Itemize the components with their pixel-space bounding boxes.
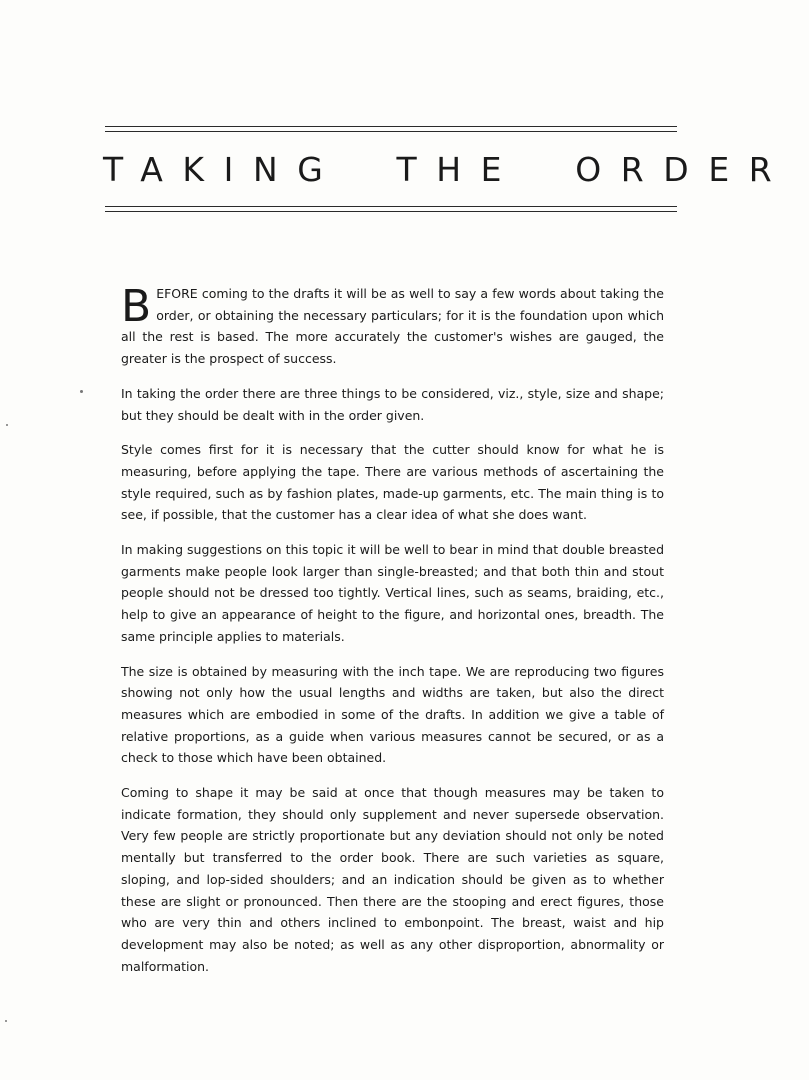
paragraph-size: The size is obtained by measuring with the inch tape. We are reproducing two figures showing not only how the usual lengths and widths are taken, but also the direct measures which are embodied in some of the drafts. In addition we give a table of relative proportions, as a guide when various measures cannot be secured, or as a check to those which have been obtained.: [121, 663, 664, 766]
divider-line: [105, 131, 677, 132]
paragraph-order-considerations: In taking the order there are three things to be considered, viz., style, size and shape; but they should be dealt with in the order given.: [121, 385, 664, 423]
body-text: [121, 283, 664, 990]
paragraph-intro: [121, 283, 664, 370]
paper-speck: [5, 1020, 7, 1022]
divider-line: [105, 211, 677, 212]
paragraph-text: EFORE coming to the drafts it will be as well to say a few words about taking the order, or obtaining the necessary particulars; for it is the foundation upon which all the rest is based. The more accurately the customer's wishes are gauged, the greater is the prospect of success.: [121, 286, 664, 367]
drop-cap: B: [121, 281, 152, 332]
paragraph-shape: Coming to shape it may be said at once that though measures may be taken to indicate formation, they should only supplement and never supersede observation. Very few people are strictly proportionate but any deviation should not only be noted mentally but transferred to the order book. There are such varieties as square, sloping, and lop-sided shoulders; and an indication should be given as to whether these are slight or pronounced. Then there are the stooping and erect figures, those who are very thin and others inclined to embonpoint. The breast, waist and hip development may also be noted; as well as any other disproportion, abnormality or malformation.: [121, 785, 664, 974]
paragraph-style: Style comes first for it is necessary that the cutter should know for what he is measuring, before applying the tape. There are various methods of ascertaining the style required, such as by fashion plates, made-up garments, etc. The main thing is to see, if possible, that the customer has a clear idea of what she does want.: [121, 442, 664, 523]
paper-speck: [80, 390, 83, 393]
title-rule-bottom: [105, 206, 677, 216]
divider-line: [105, 126, 677, 127]
title-rule-top: [105, 126, 677, 136]
paper-speck: [6, 424, 8, 426]
divider-line: [105, 206, 677, 207]
paragraph-suggestions: In making suggestions on this topic it will be well to bear in mind that double breasted garments make people look larger than single-breasted; and that both thin and stout people should not be dressed too tightly. Vertical lines, such as seams, braiding, etc., help to give an appearance of height to the figure, and horizontal ones, breadth. The same principle applies to materials.: [121, 542, 664, 644]
page-title: TAKING THE ORDER: [103, 150, 792, 189]
